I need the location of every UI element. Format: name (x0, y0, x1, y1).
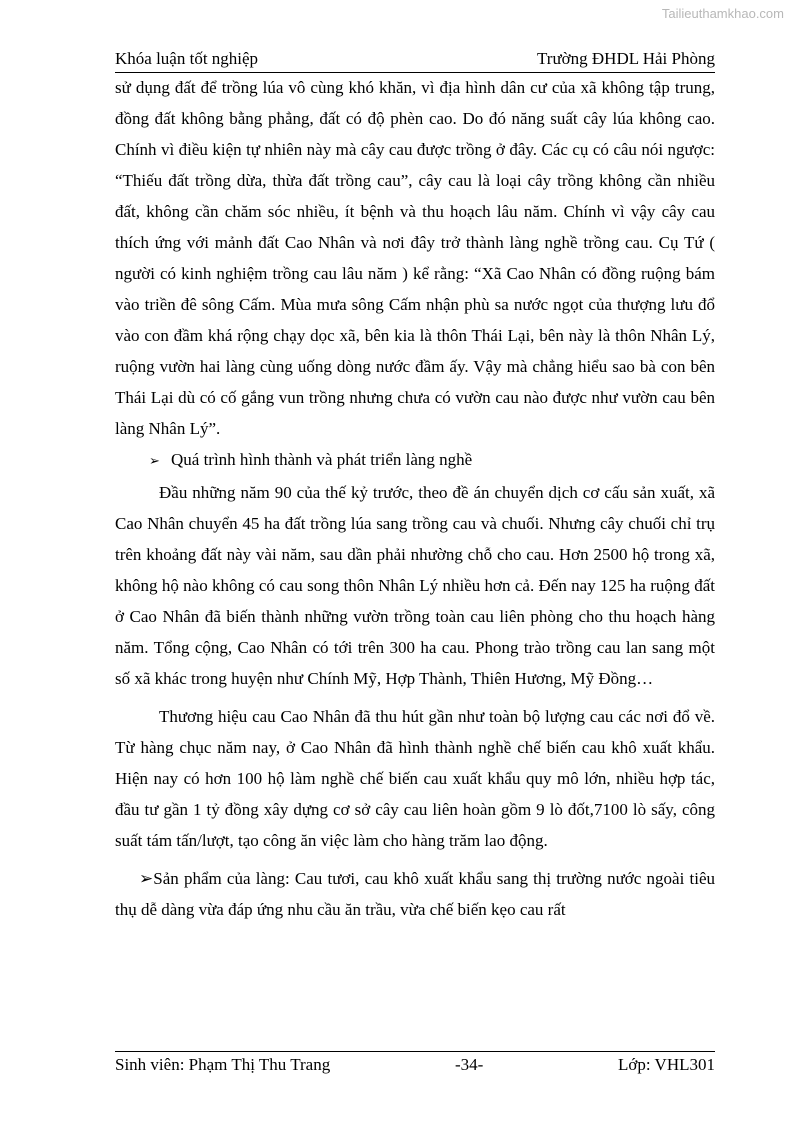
paragraph-2: Đầu những năm 90 của thế kỷ trước, theo đề án chuyển dịch cơ cấu sản xuất, xã Cao Nhân chuyển 45 ha đất trồng lúa sang trồng cau và chuối. Nhưng cây chuối chỉ trụ trên khoảng đất này vài năm, sau dần phải nhường chỗ cho cau. Hơn 2500 hộ trong xã, không hộ nào không có cau song thôn Nhân Lý nhiều hơn cả. Đến nay 125 ha ruộng đất ở Cao Nhân đã biến thành những vườn trồng toàn cau liên phòng cho thu hoạch hàng năm. Tổng cộng, Cao Nhân có tới trên 300 ha cau. Phong trào trồng cau lan sang một số xã khác trong huyện như Chính Mỹ, Hợp Thành, Thiên Hương, Mỹ Đồng… (115, 483, 715, 688)
watermark-text: Tailieuthamkhao.com (661, 6, 784, 21)
paragraph-1: sử dụng đất để trồng lúa vô cùng khó khăn, vì địa hình dân cư của xã không tập trung, đồng đất không bằng phẳng, đất có độ phèn cao. Do đó năng suất cây lúa không cao. Chính vì điều kiện tự nhiên này mà cây cau được trồng ở đây. Các cụ có câu nói ngược: “Thiếu đất trồng dừa, thừa đất trồng cau”, cây cau là loại cây trồng không cần nhiều đất, không cần chăm sóc nhiều, ít bệnh và thu hoạch lâu năm. Chính vì vậy cây cau thích ứng với mảnh đất Cao Nhân và nơi đây trở thành làng nghề trồng cau. Cụ Tứ ( người có kinh nghiệm trồng cau lâu năm ) kể rằng: “Xã Cao Nhân có đồng ruộng bám vào triền đê sông Cấm. Mùa mưa sông Cấm nhận phù sa nước ngọt của thượng lưu đổ vào con đầm khá rộng chạy dọc xã, bên kia là thôn Thái Lại, bên này là thôn Nhân Lý, ruộng vườn hai làng cùng uống dòng nước đầm ấy. Vậy mà chẳng hiểu sao bà con bên Thái Lại dù có cố gắng vun trồng nhưng chưa có vườn cau nào được như vườn cau bên làng Nhân Lý”. (115, 78, 715, 438)
footer-class-code: Lớp: VHL301 (618, 1055, 715, 1074)
page-number: -34- (455, 1055, 484, 1074)
footer-divider (115, 1051, 715, 1052)
header-left-title: Khóa luận tốt nghiệp (115, 49, 259, 68)
paragraph-4 (115, 863, 715, 925)
page-header (115, 49, 715, 73)
paragraph-4-text: Sản phẩm của làng: Cau tươi, cau khô xuất khẩu sang thị trường nước ngoài tiêu thụ dễ dàng vừa đáp ứng nhu cầu ăn trầu, vừa chế biến kẹo cau rất (115, 869, 715, 919)
section-heading-text: Quá trình hình thành và phát triển làng nghề (171, 450, 473, 469)
arrow-bullet-icon: ➢ (149, 454, 160, 469)
footer-student-name: Sinh viên: Phạm Thị Thu Trang (115, 1055, 331, 1074)
header-right-title: Trường ĐHDL Hải Phòng (537, 49, 715, 68)
arrow-bullet-icon: ➢ (139, 869, 154, 888)
page-footer (115, 1055, 715, 1079)
document-body (115, 72, 715, 925)
paragraph-3: Thương hiệu cau Cao Nhân đã thu hút gần như toàn bộ lượng cau các nơi đổ về. Từ hàng chục năm nay, ở Cao Nhân đã hình thành nghề chế biến cau khô xuất khẩu. Hiện nay có hơn 100 hộ làm nghề chế biến cau xuất khẩu quy mô lớn, nhiều hợp tác, đầu tư gần 1 tỷ đồng xây dựng cơ sở cây cau liên hoàn gồm 9 lò đốt,7100 lò sấy, công suất tám tấn/lượt, tạo công ăn việc làm cho hàng trăm lao động. (115, 707, 715, 850)
section-heading (115, 444, 715, 477)
